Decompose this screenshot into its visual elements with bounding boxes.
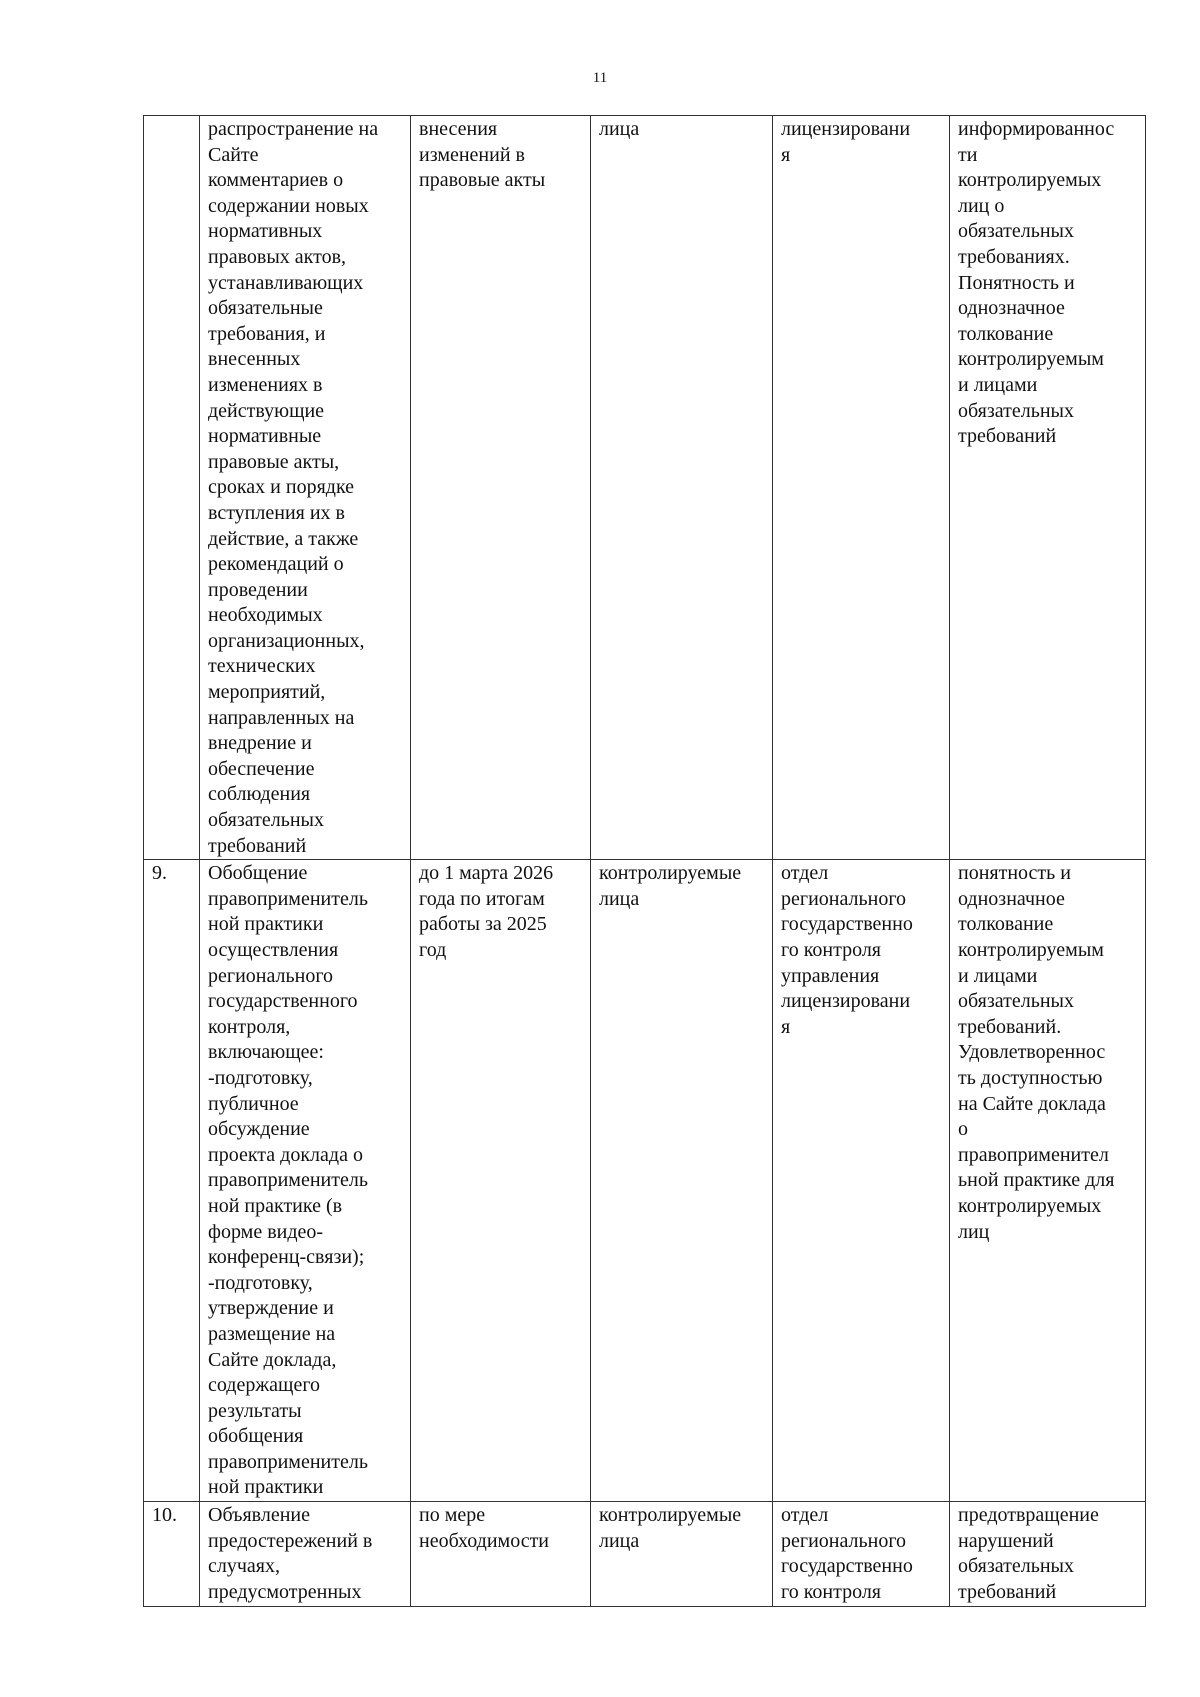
cell-responsible: отдел регионального государственно го контроля управления лицензировани я bbox=[773, 860, 950, 1502]
cell-measure-name: Объявление предостережений в случаях, предусмотренных bbox=[200, 1502, 411, 1606]
cell-subjects: лица bbox=[591, 116, 773, 860]
table-row bbox=[144, 116, 1146, 860]
cell-term: до 1 марта 2026 года по итогам работы за 2025 год bbox=[411, 860, 591, 1502]
page-number: 11 bbox=[592, 70, 608, 86]
table-row bbox=[144, 1502, 1146, 1606]
cell-number bbox=[144, 116, 200, 860]
cell-term: по мере необходимости bbox=[411, 1502, 591, 1606]
cell-number: 10. bbox=[144, 1502, 200, 1606]
cell-result: понятность и однозначное толкование контролируемым и лицами обязательных требований. Удовлетвореннос ть доступностью на Сайте доклада о правоприменител ьной практике для контролируемых лиц bbox=[950, 860, 1146, 1502]
cell-subjects: контролируемые лица bbox=[591, 860, 773, 1502]
cell-responsible: лицензировани я bbox=[773, 116, 950, 860]
cell-number: 9. bbox=[144, 860, 200, 1502]
cell-measure-name: Обобщение правоприменитель ной практики осуществления регионального государственного контроля, включающее: -подготовку, публичное обсуждение проекта доклада о правоприменитель ной практике (в форме видео- конференц-связи); -подготовку, утверждение и размещение на Сайте доклада, содержащего результаты обобщения правоприменитель ной практики bbox=[200, 860, 411, 1502]
cell-term: внесения изменений в правовые акты bbox=[411, 116, 591, 860]
cell-responsible: отдел регионального государственно го контроля bbox=[773, 1502, 950, 1606]
table-row bbox=[144, 860, 1146, 1502]
cell-measure-name: распространение на Сайте комментариев о содержании новых нормативных правовых актов, устанавливающих обязательные требования, и внесенных изменениях в действующие нормативные правовые акты, сроках и порядке вступления их в действие, а также рекомендаций о проведении необходимых организационных, технических мероприятий, направленных на внедрение и обеспечение соблюдения обязательных требований bbox=[200, 116, 411, 860]
cell-result: информированнос ти контролируемых лиц о обязательных требованиях. Понятность и однозначное толкование контролируемым и лицами обязательных требований bbox=[950, 116, 1146, 860]
cell-subjects: контролируемые лица bbox=[591, 1502, 773, 1606]
measures-table bbox=[143, 115, 1146, 1607]
cell-result: предотвращение нарушений обязательных требований bbox=[950, 1502, 1146, 1606]
